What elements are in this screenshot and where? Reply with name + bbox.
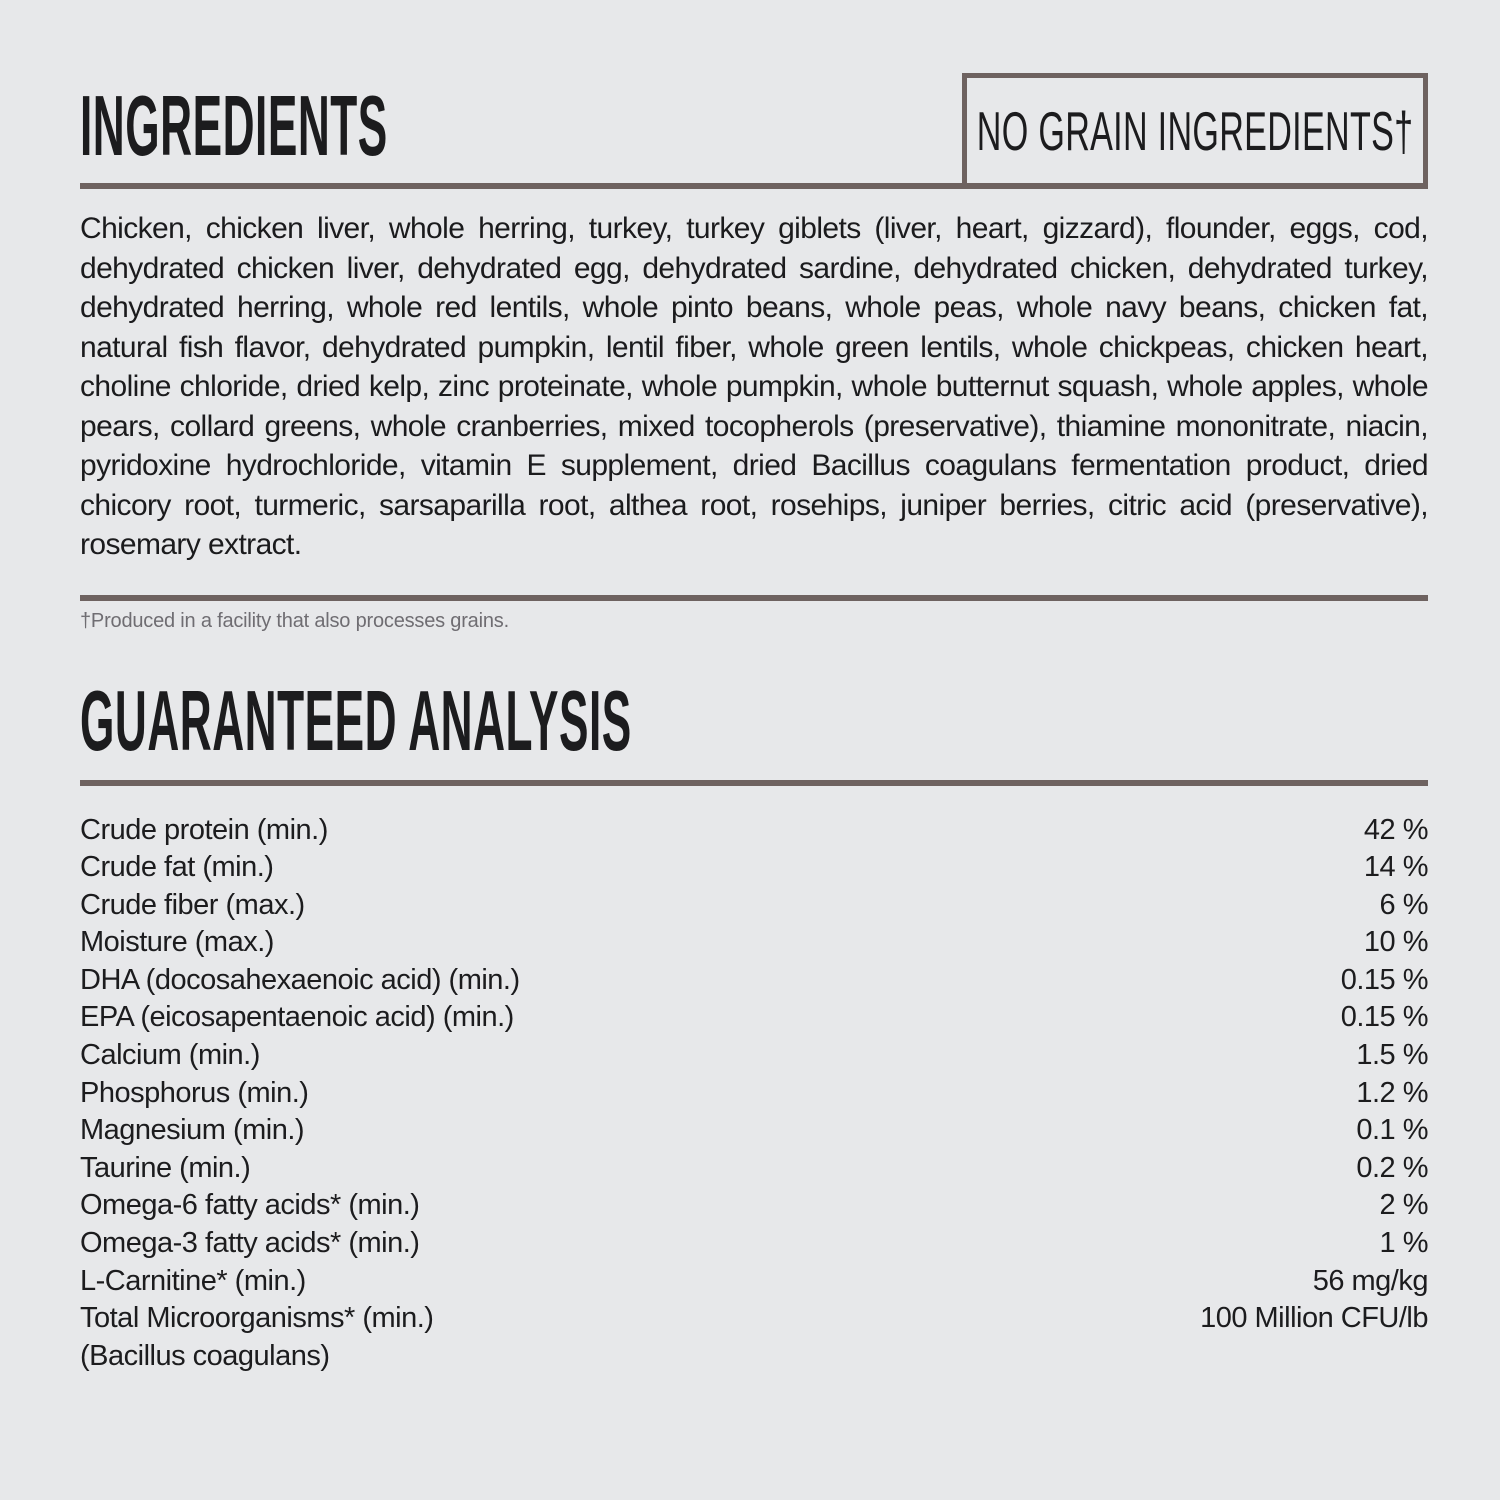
analysis-row — [80, 1112, 1428, 1150]
divider-rule — [80, 595, 1428, 601]
analysis-row-value: 6 % — [1379, 888, 1428, 921]
guaranteed-analysis-title-text: GUARANTEED ANALYSIS — [80, 673, 632, 769]
analysis-row-label: EPA (eicosapentaenoic acid) (min.) — [80, 1001, 514, 1034]
guaranteed-analysis-header — [80, 673, 1428, 786]
analysis-row — [80, 1187, 1428, 1225]
analysis-row-value: 1 % — [1379, 1227, 1428, 1260]
analysis-row-label: Moisture (max.) — [80, 926, 274, 959]
analysis-row — [80, 1037, 1428, 1075]
analysis-row-label: Crude fat (min.) — [80, 851, 274, 884]
ingredients-title — [80, 79, 388, 174]
analysis-row-label: Total Microorganisms* (min.) — [80, 1302, 434, 1335]
analysis-row — [80, 924, 1428, 962]
analysis-row-value: 2 % — [1379, 1189, 1428, 1222]
analysis-row — [80, 812, 1428, 850]
analysis-row-value: 100 Million CFU/lb — [1200, 1302, 1428, 1335]
analysis-row-value: 10 % — [1363, 926, 1428, 959]
no-grain-badge — [962, 73, 1428, 183]
analysis-row-value: 14 % — [1363, 851, 1428, 884]
analysis-row-label: Crude protein (min.) — [80, 813, 328, 846]
analysis-row-label: L-Carnitine* (min.) — [80, 1264, 306, 1297]
ingredients-header — [80, 70, 1428, 189]
analysis-row-label: Omega-3 fatty acids* (min.) — [80, 1227, 420, 1260]
no-grain-badge-text: NO GRAIN INGREDIENTS† — [976, 99, 1414, 162]
analysis-row-value: 0.15 % — [1340, 1001, 1428, 1034]
analysis-row-value: 0.15 % — [1340, 963, 1428, 996]
analysis-row-value: 1.5 % — [1356, 1039, 1428, 1072]
grain-facility-footnote: †Produced in a facility that also processes grains. — [80, 609, 509, 632]
analysis-row-value: 0.1 % — [1356, 1114, 1428, 1147]
analysis-row-label: Omega-6 fatty acids* (min.) — [80, 1189, 420, 1222]
analysis-table — [80, 812, 1428, 1376]
analysis-row — [80, 1075, 1428, 1113]
analysis-row — [80, 1338, 1428, 1376]
analysis-row — [80, 1300, 1428, 1338]
analysis-row — [80, 999, 1428, 1037]
analysis-row — [80, 887, 1428, 925]
guaranteed-analysis-title — [80, 673, 632, 769]
analysis-row — [80, 849, 1428, 887]
analysis-row — [80, 962, 1428, 1000]
ingredients-title-text: INGREDIENTS — [80, 79, 388, 174]
analysis-row — [80, 1225, 1428, 1263]
analysis-row-label: DHA (docosahexaenoic acid) (min.) — [80, 963, 520, 996]
analysis-row-label: Calcium (min.) — [80, 1039, 260, 1072]
analysis-row-value: 1.2 % — [1356, 1076, 1428, 1109]
analysis-row-label: Crude fiber (max.) — [80, 888, 305, 921]
analysis-row — [80, 1263, 1428, 1301]
analysis-row-value: 0.2 % — [1356, 1151, 1428, 1184]
analysis-row-value: 42 % — [1363, 813, 1428, 846]
ingredients-list-text: Chicken, chicken liver, whole herring, turkey, turkey giblets (liver, heart, gizzard), flounder, eggs, cod, dehydrated chicken liver, dehydrated egg, dehydrated sardine, dehydrated chicken, dehydrated turkey, dehydrated herring, whole red lentils, whole pinto beans, whole peas, whole navy beans, chicken fat, natural fish flavor, dehydrated pumpkin, lentil fiber, whole green lentils, whole chickpeas, chicken heart, choline chloride, dried kelp, zinc proteinate, whole pumpkin, whole butternut squash, whole apples, whole pears, collard greens, whole cranberries, mixed tocopherols (preservative), thiamine mononitrate, niacin, pyridoxine hydrochloride, vitamin E supplement, dried Bacillus coagulans fermentation product, dried chicory root, turmeric, sarsaparilla root, althea root, rosehips, juniper berries, citric acid (preservative), rosemary extract. — [80, 212, 1428, 561]
analysis-row-label: (Bacillus coagulans) — [80, 1339, 330, 1372]
analysis-row-label: Magnesium (min.) — [80, 1114, 305, 1147]
analysis-row-value: 56 mg/kg — [1312, 1264, 1428, 1297]
analysis-row-label: Phosphorus (min.) — [80, 1076, 309, 1109]
analysis-row — [80, 1150, 1428, 1188]
analysis-row-label: Taurine (min.) — [80, 1151, 251, 1184]
